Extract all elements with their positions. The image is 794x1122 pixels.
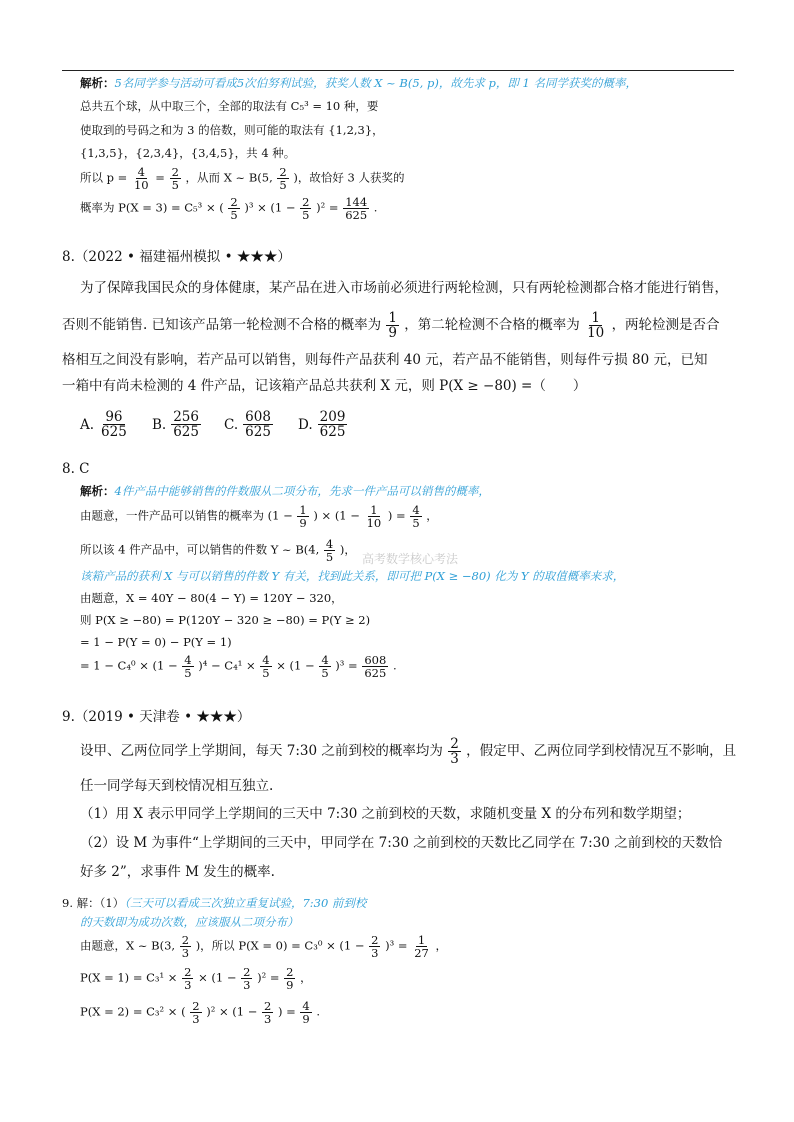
numerator: 2 [371,933,379,947]
fraction [284,966,295,991]
denominator: 3 [450,751,459,768]
answer-9-line-5 [80,1000,320,1025]
math-text: C. [224,416,239,433]
numerator: 4 [137,165,145,179]
denominator: 5 [302,208,310,223]
question-9-part-2-cont: 好多 2”，求事件 M 发生的概率. [80,864,275,880]
answer-8-line-5: 由题意，X = 40Y − 80(4 − Y) = 120Y − 320， [80,591,343,605]
numerator: 144 [345,195,368,209]
math-text: 所以该 4 件产品中，可以销售的件数 Y ~ B(4, [80,542,320,557]
denominator: 5 [171,178,179,193]
solution-1-line-6 [80,196,377,221]
denominator: 625 [245,424,271,441]
analysis-hint: 该箱产品的获利 X 与可以销售的件数 Y 有关，找到此关系，即可把 P(X ≥ −80) 化为 Y 的取值概率来求， [80,569,625,583]
fraction [171,410,201,439]
fraction [243,410,273,439]
answer-8-heading: 8. C [62,461,90,477]
denominator: 5 [184,666,192,681]
math-text: ) = [277,1004,296,1019]
math-text: )² = [257,970,280,985]
fraction [343,196,369,221]
fraction [260,654,271,679]
answer-9-line-3 [80,934,447,959]
numerator: 1 [591,310,600,326]
math-text: ，两轮检测是否合 [611,317,720,334]
math-text: )， [339,542,356,557]
math-text: 设甲、乙两位同学上学期间，每天 7:30 之前到校的概率均为 [80,743,443,760]
math-text: = [155,170,165,185]
fraction [362,654,388,679]
numerator: 1 [299,503,307,517]
fraction [182,966,193,991]
fraction [318,410,348,439]
math-text: ，假定甲、乙两位同学到校情况互不影响，且 [466,743,737,760]
denominator: 5 [279,178,287,193]
math-text: 9. 解：（1） [62,896,125,910]
math-text: × (1 − [276,658,315,673]
fraction [324,538,335,563]
numerator: 4 [184,653,192,667]
numerator: 2 [171,165,179,179]
denominator: 5 [325,550,334,565]
denominator: 10 [587,325,605,342]
question-8-line-1: 为了保障我国民众的身体健康，某产品在进入市场前必须进行两轮检测，只有两轮检测都合格才能进行销售， [80,280,728,296]
question-9-line-1 [80,737,736,766]
denominator: 625 [101,424,127,441]
fraction [300,196,311,221]
denominator: 3 [264,1012,272,1027]
math-text: 解析： [80,484,115,498]
numerator: 2 [243,965,251,979]
watermark: 高考数学核心考法 [362,552,459,566]
header-rule [62,70,734,71]
denominator: 27 [414,946,429,961]
math-text: . [316,1004,321,1019]
numerator: 4 [325,537,334,551]
denominator: 625 [173,424,199,441]
denominator: 5 [412,516,420,531]
math-text: P(X = 1) = C₃¹ × [80,970,178,985]
math-text: ) = [387,508,406,523]
math-text: . [373,200,378,215]
denominator: 625 [364,666,387,681]
question-8-line-3: 格相互之间没有影响，若产品可以销售，则每件产品获利 40 元，若产品不能销售，则每件亏损 80 元，已知 [62,352,708,368]
numerator: 2 [192,999,200,1013]
numerator: 2 [286,965,294,979]
fraction [182,654,193,679]
answer-9-line-2 [80,917,299,929]
fraction [262,1000,273,1025]
math-text: . [392,658,397,673]
math-text: )，所以 P(X = 0) = C₃⁰ × (1 − [195,938,365,953]
answer-8-line-6: 则 P(X ≥ −80) = P(120Y − 320 ≥ −80) = P(Y ≥ 2) [80,613,371,627]
question-9-heading: 9.（2019 • 天津卷 • ★★★） [62,709,251,725]
fraction [241,966,252,991]
question-8-line-4: 一箱中有尚未检测的 4 件产品，记该箱产品总共获利 X 元，则 P(X ≥ −80) =（ ） [62,378,587,394]
fraction [386,311,399,340]
numerator: 96 [105,409,123,425]
math-text: × (1 − [198,970,237,985]
fraction [180,934,191,959]
numerator: 209 [319,409,346,425]
numerator: 2 [181,933,190,947]
option-a [80,410,130,439]
fraction [319,654,330,679]
question-8-line-2 [62,311,720,340]
math-text: B. [152,416,167,433]
numerator: 2 [230,195,238,209]
question-9-part-2: （2）设 M 为事件“上学期间的三天中，甲同学在 7:30 之前到校的天数比乙同学在 7:30 之前到校的天数恰 [80,835,723,851]
numerator: 4 [321,653,329,667]
analysis-hint: （三天可以看成三次独立重复试验，7:30 前到校 [124,896,367,910]
math-text: )⁴ − C₄¹ × [198,658,256,673]
fraction [277,166,288,191]
fraction [365,504,384,529]
math-text: D. [298,416,313,433]
question-8-heading: 8.（2022 • 福建福州模拟 • ★★★） [62,249,291,265]
fraction [297,504,308,529]
denominator: 9 [388,325,397,342]
numerator: 1 [417,933,426,947]
fraction [228,196,239,221]
numerator: 4 [302,999,310,1013]
denominator: 5 [230,208,238,223]
analysis-label: 解析： [80,76,115,90]
numerator: 4 [262,653,270,667]
math-text: )² = [316,200,339,215]
math-text: )² × (1 − [206,1004,258,1019]
numerator: 2 [264,999,272,1013]
fraction [410,504,421,529]
numerator: 1 [370,503,378,517]
math-text: )，故恰好 3 人获奖的 [293,170,405,185]
math-text: )³ = [335,658,358,673]
solution-1-line-1 [80,78,637,90]
denominator: 9 [299,516,307,531]
analysis-hint: 的天数即为成功次数，应该服从二项分布） [80,915,299,929]
fraction [412,934,431,959]
math-text: ， [300,970,312,985]
answer-9-line-1 [62,898,366,910]
analysis-hint: 4件产品中能够销售的件数服从二项分布，先求一件产品可以销售的概率， [114,484,490,498]
answer-8-line-1 [80,486,490,498]
solution-1-line-3: 使取到的号码之和为 3 的倍数，则可能的取法有 {1,2,3}， [80,123,384,137]
fraction [448,737,461,766]
denominator: 625 [345,208,368,223]
math-text: ) × (1 − [313,508,360,523]
math-text: A. [80,416,95,433]
answer-8-line-4 [80,571,624,583]
denominator: 10 [366,516,382,531]
numerator: 4 [412,503,420,517]
question-9-line-2: 任一同学每天到校情况相互独立. [80,778,274,794]
math-text: P(X = 2) = C₃² × ( [80,1004,186,1019]
denominator: 9 [286,978,294,993]
numerator: 608 [364,653,387,667]
math-text: 否则不能销售. 已知该产品第一轮检测不合格的概率为 [62,317,382,334]
fraction [369,934,380,959]
math-text: ， [435,938,447,953]
math-text: ，从而 X ~ B(5, [185,170,273,185]
math-text: )³ = [385,938,408,953]
numerator: 2 [450,736,459,752]
question-9-part-1: （1）用 X 表示甲同学上学期间的三天中 7:30 之前到校的天数，求随机变量 X 的分布列和数学期望； [80,806,691,822]
numerator: 2 [279,165,287,179]
analysis-hint: 5名同学参与活动可看成5次伯努利试验，获奖人数 X ~ B(5, p)，故先求 p，即 1 名同学获奖的概率， [114,76,637,90]
numerator: 1 [388,310,397,326]
option-d [298,410,348,439]
denominator: 5 [321,666,329,681]
math-text: 所以 p = [80,170,128,185]
numerator: 256 [173,409,199,425]
fraction [585,311,606,340]
math-text: ，第二轮检测不合格的概率为 [404,317,580,334]
denominator: 10 [133,178,149,193]
numerator: 608 [245,409,271,425]
math-text: ， [426,508,438,523]
fraction [300,1000,311,1025]
math-text: )³ × (1 − [244,200,296,215]
solution-1-line-4: {1,3,5}，{2,3,4}，{3,4,5}，共 4 种。 [80,146,296,160]
fraction [170,166,181,191]
denominator: 3 [184,978,192,993]
solution-1-line-2: 总共五个球，从中取三个，全部的取法有 C₅³ = 10 种，要 [80,99,379,113]
fraction [132,166,151,191]
math-text: 由题意，一件产品可以销售的概率为 (1 − [80,508,293,523]
option-b [152,410,202,439]
denominator: 3 [181,946,190,961]
math-text: 概率为 P(X = 3) = C₅³ × ( [80,200,224,215]
denominator: 3 [243,978,251,993]
answer-8-line-7: = 1 − P(Y = 0) − P(Y = 1) [80,635,232,649]
denominator: 625 [319,424,346,441]
denominator: 3 [192,1012,200,1027]
solution-1-line-5 [80,166,405,191]
denominator: 3 [371,946,379,961]
math-text: 由题意，X ~ B(3, [80,938,176,953]
answer-8-line-3 [80,538,356,563]
denominator: 5 [262,666,270,681]
answer-8-line-2 [80,504,438,529]
numerator: 2 [184,965,192,979]
numerator: 2 [302,195,310,209]
fraction [190,1000,201,1025]
answer-9-line-4 [80,966,312,991]
answer-8-line-8 [80,654,397,679]
denominator: 9 [302,1012,310,1027]
option-c [224,410,274,439]
math-text: = 1 − C₄⁰ × (1 − [80,658,178,673]
fraction [99,410,129,439]
